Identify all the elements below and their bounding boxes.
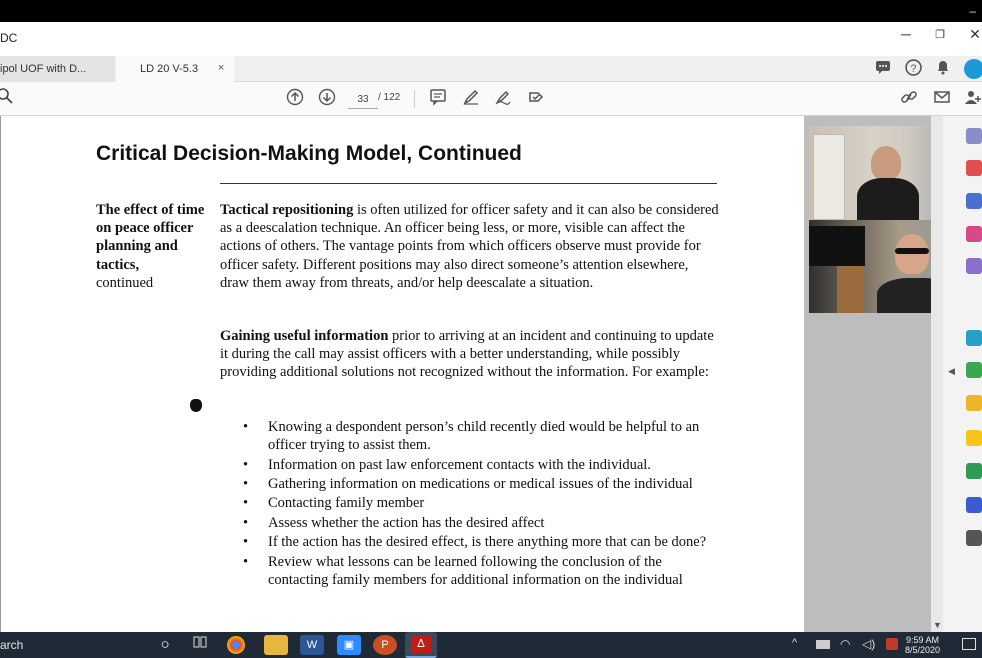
tab-close-icon[interactable]: × — [218, 62, 225, 74]
participant-head — [871, 146, 901, 180]
volume-icon[interactable]: ◁) — [862, 637, 876, 651]
hand-cursor-icon — [190, 399, 202, 412]
list-item: • Gathering information on medications or medical issues of the individual — [243, 475, 713, 493]
participant-head — [895, 234, 929, 274]
fill-sign-icon[interactable] — [966, 395, 982, 411]
toolbar-divider — [414, 90, 415, 108]
file-explorer-icon[interactable] — [264, 635, 288, 655]
chrome-icon[interactable] — [227, 636, 245, 654]
list-item: • If the action has the desired effect, is there anything more that can be done? — [243, 533, 713, 551]
main-toolbar — [0, 82, 982, 116]
scroll-down-icon[interactable]: ▼ — [933, 620, 942, 630]
list-item: • Review what lessons can be learned following the conclusion of the contacting family members for additional information on the individual — [243, 553, 713, 589]
list-item: • Assess whether the action has the desired affect — [243, 514, 713, 532]
draw-freeform-icon[interactable] — [492, 88, 514, 110]
page-heading: Critical Decision-Making Model, Continued — [96, 142, 522, 165]
clock-date: 8/5/2020 — [905, 645, 941, 655]
email-icon[interactable] — [931, 88, 953, 110]
side-heading-bold: The effect of time on peace officer planning and tactics, — [96, 202, 205, 273]
paragraph-tactical-repositioning — [220, 201, 720, 292]
add-user-icon[interactable] — [962, 88, 982, 110]
wifi-icon[interactable]: ◠ — [840, 637, 851, 651]
highlight-pen-icon[interactable] — [460, 88, 482, 110]
acrobat-icon: ᐃ — [411, 635, 431, 653]
paragraph-body: prior to arriving at an incident and continuing to update it during the call may assist officers with a better understanding, while possibly providing additional solutions not recognized without the information. For example: — [220, 328, 714, 381]
previous-page-icon[interactable] — [284, 88, 306, 110]
collapse-panel-icon[interactable]: ◀ — [948, 366, 955, 376]
battery-icon[interactable] — [816, 640, 830, 649]
paragraph-bold-lead: Tactical repositioning — [220, 202, 354, 218]
print-production-icon[interactable] — [966, 463, 982, 479]
zoom-search-icon[interactable] — [0, 88, 16, 110]
vpn-status-icon[interactable] — [886, 638, 898, 650]
title-bar — [0, 22, 982, 56]
list-item: • Knowing a despondent person’s child recently died would be helpful to an officer trying to assist them. — [243, 418, 713, 454]
protect-icon[interactable] — [966, 497, 982, 513]
list-item: • Contacting family member — [243, 494, 713, 512]
close-button[interactable]: ✕ — [969, 26, 981, 42]
cortana-icon[interactable]: ○ — [160, 636, 170, 653]
example-bullet-list — [243, 418, 713, 590]
tab-bar — [0, 56, 982, 82]
paragraph-gaining-information — [220, 327, 720, 382]
background-door — [813, 134, 845, 220]
background-tv — [809, 226, 865, 266]
tab-label: ipol UOF with D... — [0, 63, 87, 75]
add-comment-icon[interactable] — [427, 88, 449, 110]
scan-icon[interactable] — [966, 258, 982, 274]
window-title: DC — [0, 31, 18, 45]
tray-overflow-icon[interactable]: ^ — [792, 637, 798, 649]
comment-bubble-icon[interactable] — [873, 59, 893, 79]
acrobat-taskbar-button[interactable] — [405, 632, 437, 658]
participant-glasses — [895, 248, 929, 254]
organize-pages-icon[interactable] — [966, 226, 982, 242]
notification-bell-icon[interactable] — [933, 59, 953, 79]
paragraph-bold-lead: Gaining useful information — [220, 328, 389, 344]
clock-time: 9:59 AM — [906, 635, 940, 645]
page-number-input[interactable]: 33 — [348, 91, 378, 109]
minimize-button[interactable]: ─ — [901, 26, 911, 42]
tab-document-1[interactable] — [0, 56, 115, 82]
vertical-scrollbar[interactable] — [931, 116, 943, 632]
edit-pdf-icon[interactable] — [966, 193, 982, 209]
help-icon[interactable] — [903, 59, 923, 79]
comment-tool-icon[interactable] — [966, 430, 982, 446]
powerpoint-icon[interactable]: P — [373, 635, 397, 655]
side-heading — [96, 201, 211, 292]
taskbar-clock[interactable] — [905, 635, 940, 655]
account-avatar[interactable] — [964, 59, 982, 79]
sign-document-icon[interactable] — [525, 88, 547, 110]
participant-body — [857, 178, 919, 220]
tab-document-2[interactable] — [116, 56, 234, 82]
side-heading-continued: continued — [96, 274, 154, 291]
top-minimize-button[interactable]: – — [969, 4, 976, 18]
heading-rule — [220, 183, 717, 184]
word-icon[interactable]: W — [300, 635, 324, 655]
zoom-app-icon[interactable]: ▣ — [337, 635, 361, 655]
combine-files-icon[interactable] — [966, 362, 982, 378]
restore-button[interactable]: ❐ — [935, 29, 945, 41]
next-page-icon[interactable] — [316, 88, 338, 110]
compare-files-icon[interactable] — [966, 330, 982, 346]
windows-taskbar — [0, 632, 982, 658]
export-pdf-icon[interactable] — [966, 128, 982, 144]
link-share-icon[interactable] — [898, 88, 920, 110]
list-item: • Information on past law enforcement contacts with the individual. — [243, 456, 713, 474]
paragraph-body: is often utilized for officer safety and it can also be considered as a deescalation technique. An officer being less, or more, visible can affect the actions of others. The vantage points from which officers observe must provide for officer safety. Different positions may also direct someone’s attention elsewhere, draw them away from threats, and/or help deescalate a situation. — [220, 202, 719, 291]
page-total-label: / 122 — [378, 92, 401, 103]
svg-text:?: ? — [910, 62, 916, 75]
action-center-icon[interactable] — [962, 638, 976, 650]
create-pdf-icon[interactable] — [966, 160, 982, 176]
background-shelf — [837, 266, 863, 313]
taskbar-search-input[interactable]: arch — [0, 638, 24, 652]
more-tools-icon[interactable] — [966, 530, 982, 546]
task-view-icon[interactable] — [188, 635, 212, 655]
tab-label: LD 20 V-5.3 — [140, 63, 199, 75]
top-black-bar — [0, 0, 982, 22]
